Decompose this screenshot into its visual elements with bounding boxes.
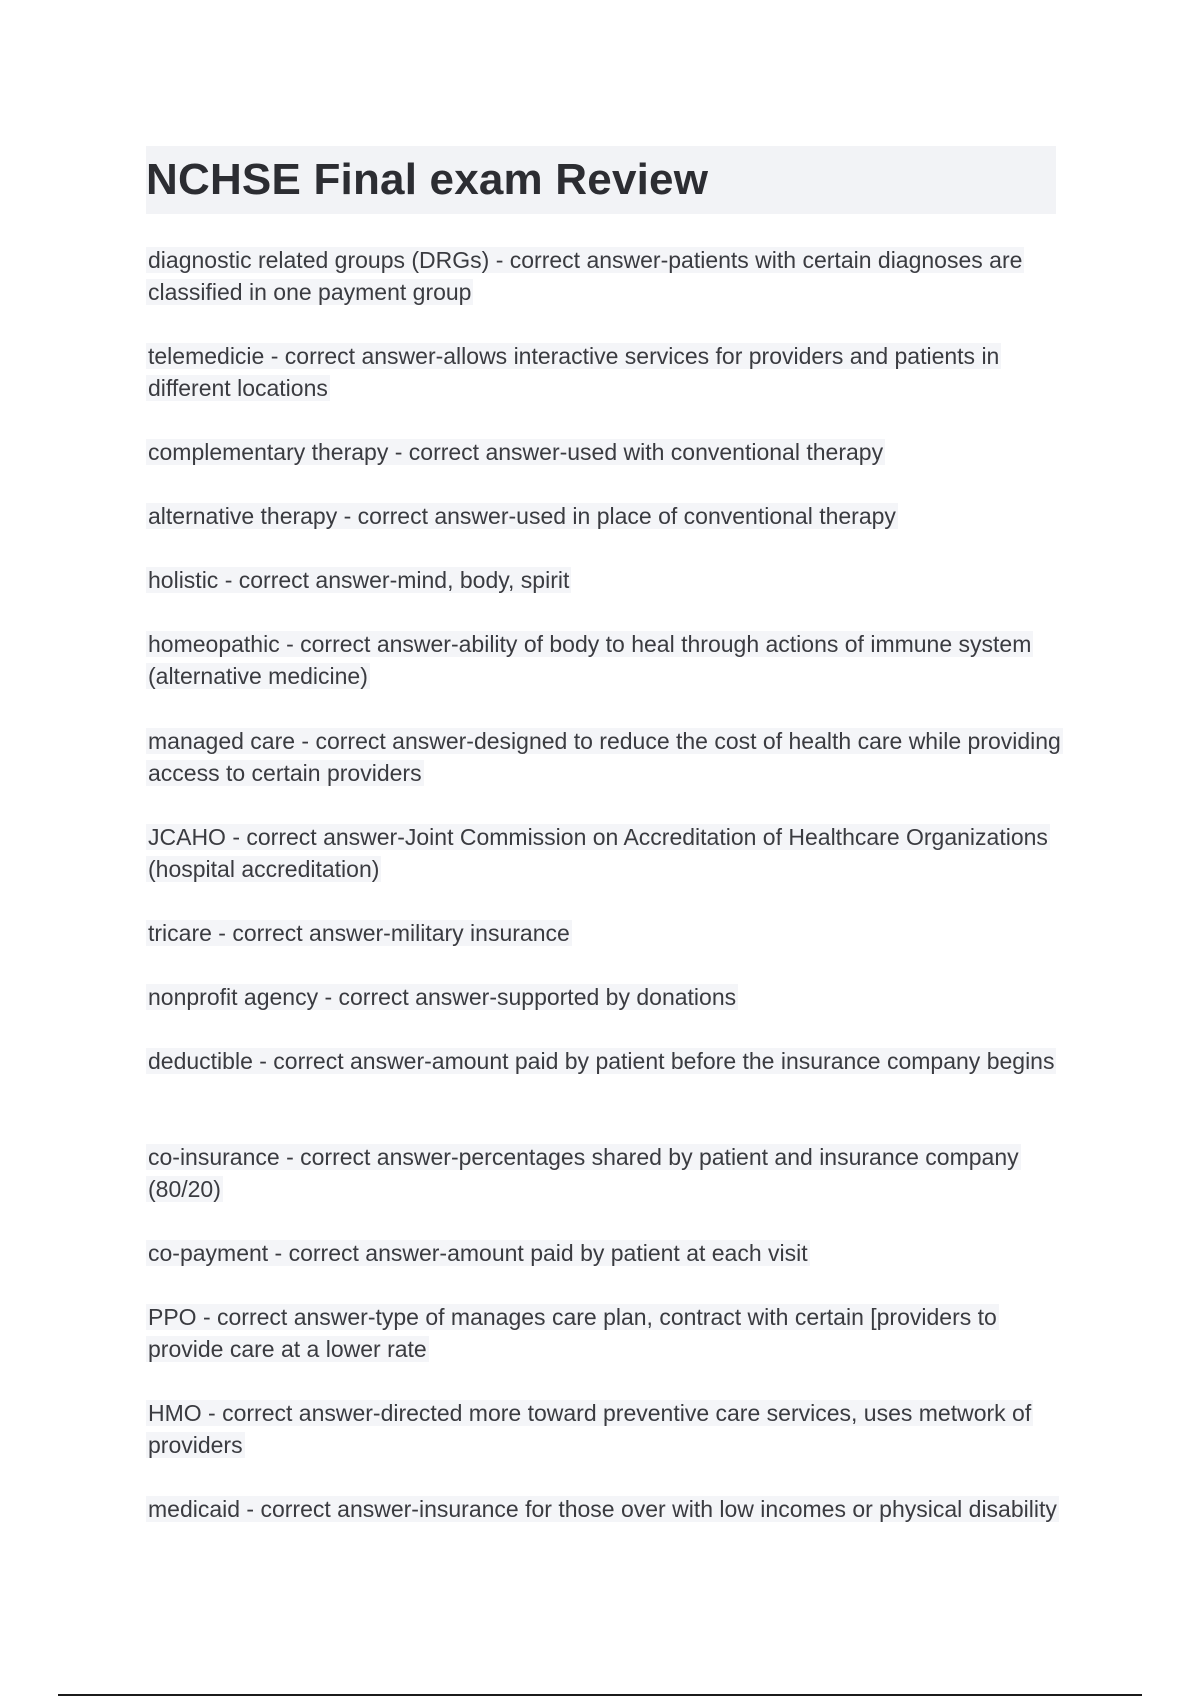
review-entry-text: tricare - correct answer-military insurance: [148, 920, 570, 946]
review-entry: [146, 1301, 1066, 1365]
review-entry: [146, 1045, 1066, 1077]
title-band: [146, 146, 1056, 214]
review-entry: [146, 981, 1066, 1013]
review-entry-text: homeopathic - correct answer-ability of body to heal through actions of immune system (alternative medicine): [148, 631, 1032, 689]
review-entry-text: medicaid - correct answer-insurance for those over with low incomes or physical disability: [148, 1496, 1057, 1522]
review-entry: [146, 725, 1066, 789]
review-entry: [146, 628, 1066, 692]
review-entry-text: telemedicie - correct answer-allows interactive services for providers and patients in different locations: [148, 343, 1000, 401]
review-entry: [146, 564, 1066, 596]
review-entry-text: co-insurance - correct answer-percentages shared by patient and insurance company (80/20): [148, 1144, 1019, 1202]
review-entry-text: JCAHO - correct answer-Joint Commission on Accreditation of Healthcare Organizations (hospital accreditation): [148, 824, 1048, 882]
review-entry-text: managed care - correct answer-designed to reduce the cost of health care while providing access to certain providers: [148, 728, 1061, 786]
review-entry-text: PPO - correct answer-type of manages care plan, contract with certain [providers to provide care at a lower rate: [148, 1304, 997, 1362]
review-entry: [146, 244, 1066, 308]
review-entry-text: alternative therapy - correct answer-used in place of conventional therapy: [148, 503, 896, 529]
review-entry: [146, 1493, 1066, 1525]
page-title: NCHSE Final exam Review: [146, 155, 709, 204]
review-entry: [146, 436, 1066, 468]
review-entry: [146, 821, 1066, 885]
review-entry: [146, 340, 1066, 404]
review-entry-text: deductible - correct answer-amount paid by patient before the insurance company begins: [148, 1048, 1055, 1074]
review-entry-text: diagnostic related groups (DRGs) - correct answer-patients with certain diagnoses are classified in one payment group: [148, 247, 1023, 305]
review-entry-text: nonprofit agency - correct answer-supported by donations: [148, 984, 737, 1010]
footer-divider: [58, 1694, 1142, 1696]
review-entry: [146, 1237, 1066, 1269]
review-entry-text: holistic - correct answer-mind, body, spirit: [148, 567, 570, 593]
review-entry: [146, 500, 1066, 532]
review-entry: [146, 917, 1066, 949]
review-entry-text: HMO - correct answer-directed more toward preventive care services, uses metwork of providers: [148, 1400, 1032, 1458]
review-entry: [146, 1397, 1066, 1461]
review-entry-text: complementary therapy - correct answer-used with conventional therapy: [148, 439, 884, 465]
review-entry: [146, 1141, 1066, 1205]
review-entry-text: co-payment - correct answer-amount paid by patient at each visit: [148, 1240, 808, 1266]
